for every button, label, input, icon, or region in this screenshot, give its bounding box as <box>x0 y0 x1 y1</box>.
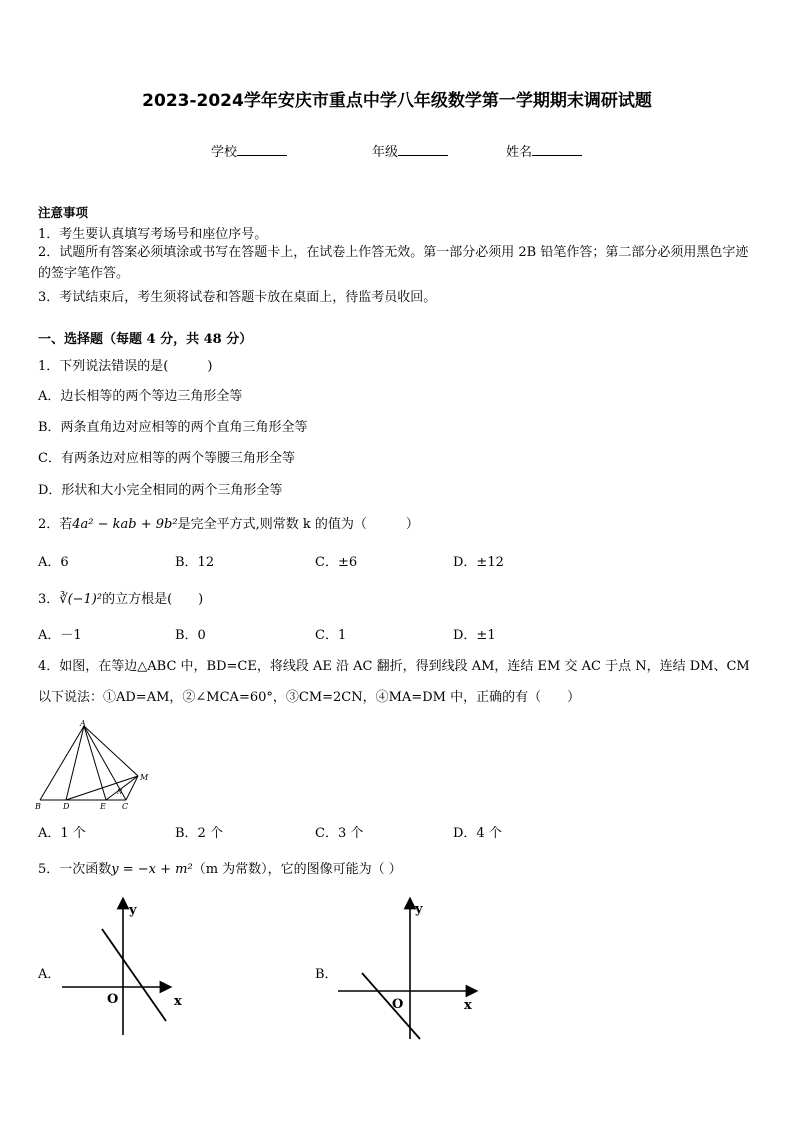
q2-option-a: A．6 <box>38 555 69 570</box>
grade-blank <box>398 143 448 156</box>
origin-label: O <box>107 992 119 1007</box>
q1-option-b: B．两条直角边对应相等的两个直角三角形全等 <box>38 420 308 435</box>
q3-suffix: 的立方根是( ) <box>102 592 204 607</box>
q2-stem <box>38 513 419 532</box>
q2-option-c: C．±6 <box>315 555 358 570</box>
label-e: E <box>100 802 106 810</box>
q2-suffix: 是完全平方式,则常数 k 的值为（ ） <box>177 517 419 532</box>
q2-option-b: B．12 <box>175 555 215 570</box>
q3-prefix: 3． <box>38 592 60 607</box>
q5-suffix: （m 为常数），它的图像可能为（ ） <box>192 862 402 877</box>
label-d: D <box>63 802 70 810</box>
q3-option-b: B．0 <box>175 628 206 643</box>
function-line <box>102 929 166 1021</box>
q3-stem <box>38 588 203 607</box>
segment-ae <box>84 726 106 800</box>
school-blank <box>237 143 287 156</box>
q5-graph-b <box>334 893 484 1043</box>
label-c: C <box>122 802 129 810</box>
notice-item-2: 2．试题所有答案必须填涂或书写在答题卡上，在试卷上作答无效。第一部分必须用 2B 铅笔作答；第二部分必须用黑色字迹的签字笔作答。 <box>38 245 749 281</box>
label-n: N <box>117 789 123 796</box>
notice-item-3: 3．考试结束后，考生须将试卷和答题卡放在桌面上，待监考员收回。 <box>38 290 437 305</box>
grade-field <box>372 141 448 160</box>
q5-graph-a <box>58 895 198 1040</box>
name-blank <box>532 143 582 156</box>
q4-option-b: B．2 个 <box>175 826 223 841</box>
name-label: 姓名 <box>506 145 533 160</box>
y-axis-label: y <box>129 903 137 918</box>
page-title: 2023-2024学年安庆市重点中学八年级数学第一学期期末调研试题 <box>142 91 652 111</box>
label-b: B <box>35 802 41 810</box>
name-field <box>506 141 582 160</box>
school-field <box>211 141 287 160</box>
q1-option-c: C．有两条边对应相等的两个等腰三角形全等 <box>38 451 295 466</box>
q4-option-d: D．4 个 <box>453 826 502 841</box>
q5-graph-a-label: A． <box>38 967 61 982</box>
segment-ab <box>40 726 84 800</box>
q1-option-a: A．边长相等的两个等边三角形全等 <box>38 389 243 404</box>
q1-option-d: D．形状和大小完全相同的两个三角形全等 <box>38 483 283 498</box>
q4-option-c: C．3 个 <box>315 826 364 841</box>
q5-expression: y = −x + m² <box>111 862 193 877</box>
q4-stem-line-1: 4．如图，在等边△ABC 中，BD=CE，将线段 AE 沿 AC 翻折，得到线段 AM，连结 EM 交 AC 于点 N，连结 DM、CM <box>38 659 750 674</box>
y-axis-label: y <box>415 902 423 917</box>
notice-item-1: 1．考生要认真填写考场号和座位序号。 <box>38 227 268 242</box>
q3-option-d: D．±1 <box>453 628 496 643</box>
q3-option-a: A．－1 <box>38 628 82 643</box>
school-label: 学校 <box>211 145 238 160</box>
section-heading: 一、选择题（每题 4 分，共 48 分） <box>38 332 253 347</box>
q2-expression: 4a² − kab + 9b² <box>72 517 178 532</box>
q1-stem: 1．下列说法错误的是( ) <box>38 359 213 374</box>
q5-graph-b-label: B． <box>315 967 338 982</box>
notice-heading: 注意事项 <box>38 205 89 220</box>
function-line <box>362 973 420 1039</box>
q4-triangle-figure <box>34 718 154 810</box>
origin-label: O <box>392 997 404 1012</box>
x-axis-label: x <box>174 994 182 1009</box>
label-a: A <box>80 719 86 728</box>
q3-expression: ∛(−1)² <box>59 592 103 607</box>
q4-option-a: A．1 个 <box>38 826 86 841</box>
q5-prefix: 5．一次函数 <box>38 862 112 877</box>
grade-label: 年级 <box>372 145 399 160</box>
segment-am <box>84 726 138 776</box>
q2-option-d: D．±12 <box>453 555 504 570</box>
x-axis-label: x <box>464 998 472 1013</box>
segment-dm <box>66 776 138 800</box>
q2-prefix: 2．若 <box>38 517 73 532</box>
q5-stem <box>38 858 402 877</box>
q4-stem-line-2: 以下说法：①AD=AM，②∠MCA=60°，③CM=2CN，④MA=DM 中，正确的有（ ） <box>38 690 581 705</box>
segment-em <box>106 776 138 800</box>
q3-option-c: C．1 <box>315 628 347 643</box>
label-m: M <box>140 773 149 782</box>
segment-ad <box>66 726 84 800</box>
